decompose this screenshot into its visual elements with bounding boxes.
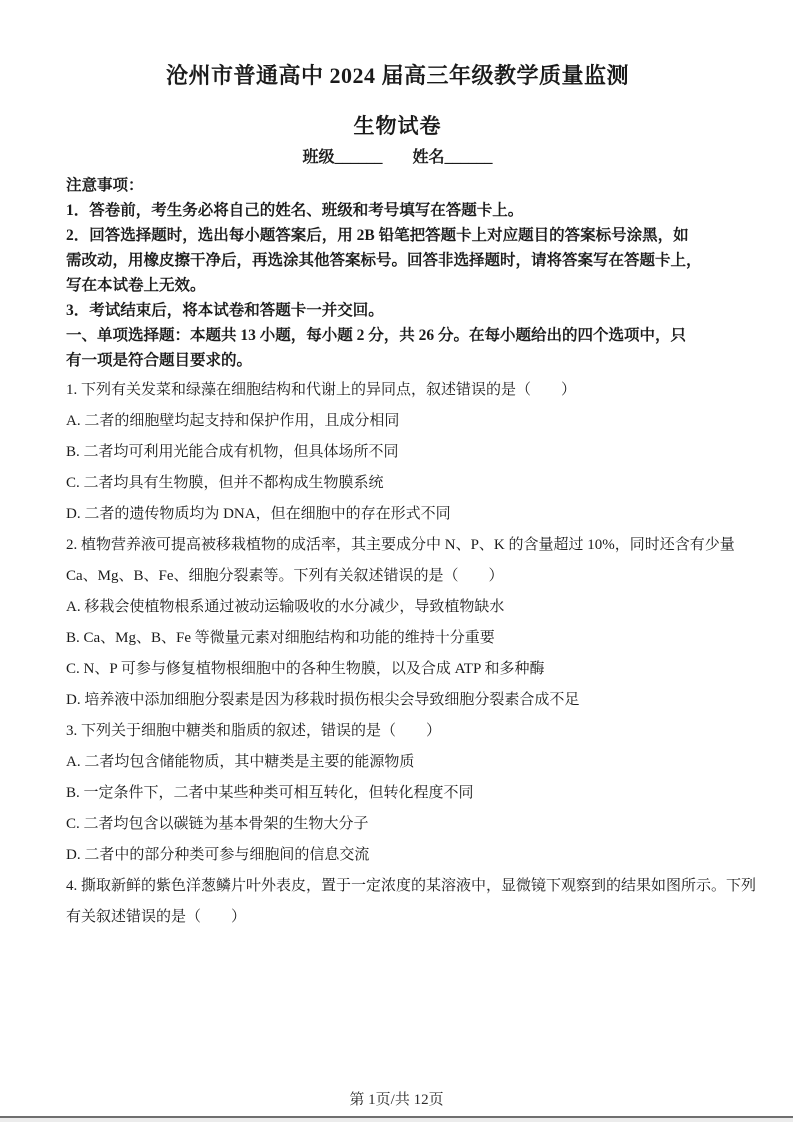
question-stem: Ca、Mg、B、Fe、细胞分裂素等。下列有关叙述错误的是（ ） xyxy=(66,568,504,584)
student-info-row xyxy=(66,146,729,170)
option-a: A. 二者均包含储能物质，其中糖类是主要的能源物质 xyxy=(66,754,415,770)
question-stem: 有关叙述错误的是（ ） xyxy=(66,909,247,925)
exam-subject: 生物试卷 xyxy=(353,114,442,138)
option-b: B. 二者均可利用光能合成有机物，但具体场所不同 xyxy=(66,444,399,460)
option-c: C. N、P 可参与修复植物根细胞中的各种生物膜，以及合成 ATP 和多种酶 xyxy=(66,661,545,677)
section-one-header xyxy=(66,323,729,373)
notice-line: 2．回答选择题时，选出每小题答案后，用 2B 铅笔把答题卡上对应题目的答案标号涂黑，如 xyxy=(66,227,689,244)
option-d: D. 二者的遗传物质均为 DNA，但在细胞中的存在形式不同 xyxy=(66,506,451,522)
section-header-line: 一、单项选择题：本题共 13 小题，每小题 2 分，共 26 分。在每小题给出的四个选项中，只 xyxy=(66,327,687,344)
section-header-line: 有一项是符合题目要求的。 xyxy=(66,352,253,369)
option-a: A. 移栽会使植物根系通过被动运输吸收的水分减少，导致植物缺水 xyxy=(66,599,505,615)
question-stem: 2. 植物营养液可提高被移栽植物的成活率，其主要成分中 N、P、K 的含量超过 10%，同时还含有少量 xyxy=(66,537,735,553)
question-2 xyxy=(66,530,735,716)
notice-line: 需改动，用橡皮擦干净后，再选涂其他答案标号。回答非选择题时，请将答案写在答题卡上， xyxy=(66,252,702,269)
question-3 xyxy=(66,716,729,871)
notice-line: 1．答卷前，考生务必将自己的姓名、班级和考号填写在答题卡上。 xyxy=(66,202,524,219)
option-c: C. 二者均具有生物膜，但并不都构成生物膜系统 xyxy=(66,475,384,491)
option-d: D. 二者中的部分种类可参与细胞间的信息交流 xyxy=(66,847,370,863)
page-bottom-edge xyxy=(0,1116,793,1122)
option-d: D. 培养液中添加细胞分裂素是因为移栽时损伤根尖会导致细胞分裂素合成不足 xyxy=(66,692,580,708)
question-1 xyxy=(66,375,729,530)
option-c: C. 二者均包含以碳链为基本骨架的生物大分子 xyxy=(66,816,369,832)
page-number-footer: 第 1页/共 12页 xyxy=(349,1092,444,1108)
question-stem: 3. 下列关于细胞中糖类和脂质的叙述，错误的是（ ） xyxy=(66,723,442,739)
option-a: A. 二者的细胞壁均起支持和保护作用，且成分相同 xyxy=(66,413,400,429)
notice-line: 3．考试结束后，将本试卷和答题卡一并交回。 xyxy=(66,302,384,319)
questions-block xyxy=(66,375,757,933)
option-b: B. Ca、Mg、B、Fe 等微量元素对细胞结构和功能的维持十分重要 xyxy=(66,630,495,646)
option-b: B. 一定条件下，二者中某些种类可相互转化，但转化程度不同 xyxy=(66,785,474,801)
class-field: 班级______ xyxy=(302,149,383,166)
exam-title: 沧州市普通高中 2024 届高三年级教学质量监测 xyxy=(165,63,629,88)
name-field: 姓名______ xyxy=(412,149,493,166)
question-stem: 4. 撕取新鲜的紫色洋葱鳞片叶外表皮，置于一定浓度的某溶液中，显微镜下观察到的结果如图所示。下列 xyxy=(66,878,757,894)
question-stem: 1. 下列有关发菜和绿藻在细胞结构和代谢上的异同点，叙述错误的是（ ） xyxy=(66,382,577,398)
notice-heading: 注意事项： xyxy=(66,177,144,194)
notice-line: 写在本试卷上无效。 xyxy=(66,277,206,294)
notice-block xyxy=(66,173,729,323)
question-4 xyxy=(66,871,757,933)
